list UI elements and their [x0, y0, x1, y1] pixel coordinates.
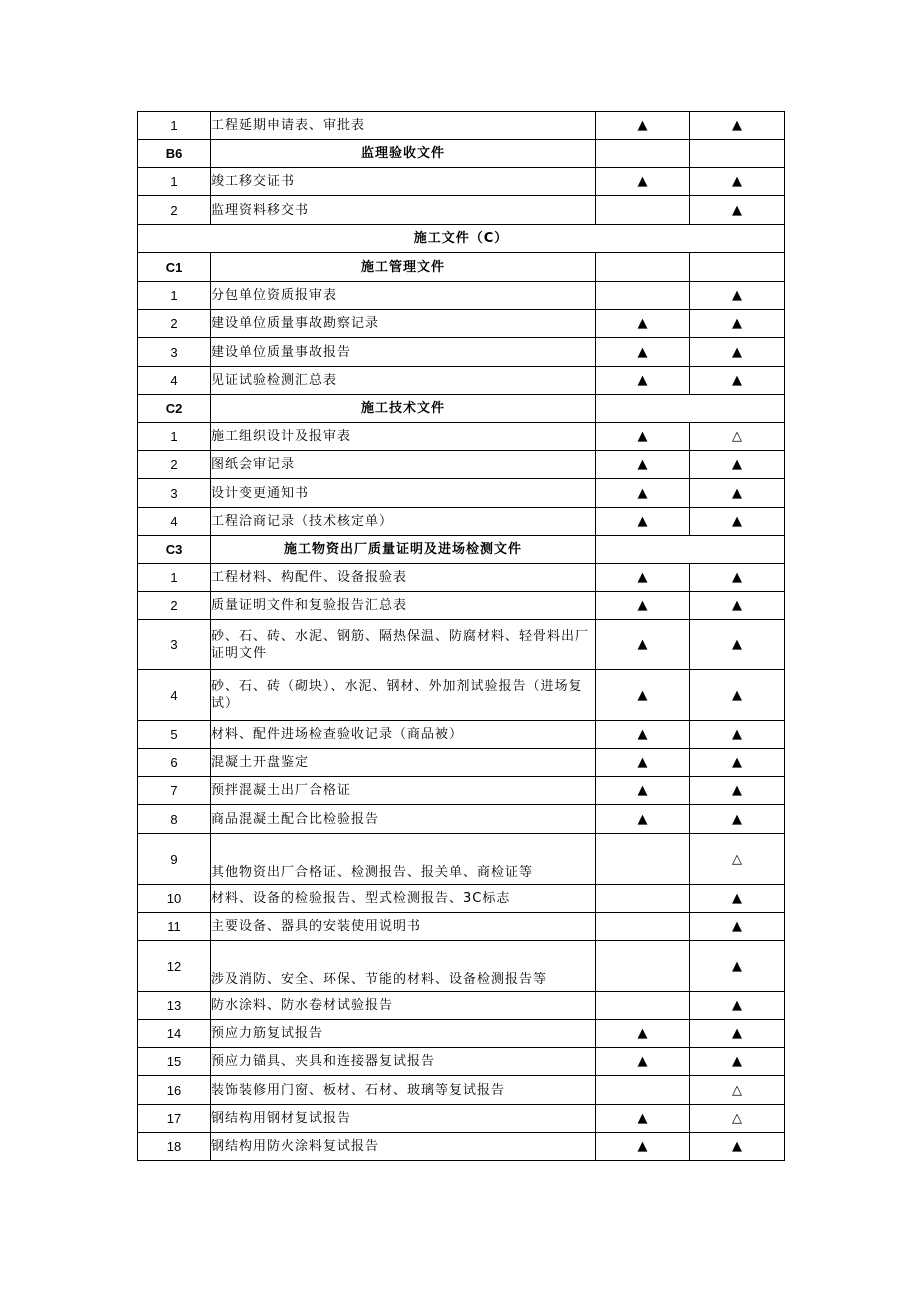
table-row [138, 592, 785, 620]
table-row [138, 941, 785, 992]
mark-col-2: ▲ [690, 168, 785, 196]
table-row [138, 338, 785, 367]
mark-col-1: ▲ [596, 508, 690, 536]
table-row [138, 805, 785, 834]
mark-col-1: ▲ [596, 670, 690, 721]
table-row [138, 721, 785, 749]
mark-col-2: ▲ [690, 777, 785, 805]
archive-table-body [138, 112, 785, 1161]
mark-col-1 [596, 834, 690, 885]
item-name: 工程材料、构配件、设备报验表 [211, 564, 596, 592]
item-name: 施工组织设计及报审表 [211, 423, 596, 451]
item-number: 3 [138, 479, 211, 508]
mark-col-1: ▲ [596, 749, 690, 777]
mark-col-1: ▲ [596, 620, 690, 670]
mark-col-1: ▲ [596, 338, 690, 367]
item-number: 2 [138, 451, 211, 479]
mark-col-1: ▲ [596, 423, 690, 451]
mark-col-2: ▲ [690, 310, 785, 338]
table-row [138, 992, 785, 1020]
section-code: C1 [138, 253, 211, 282]
item-name: 预应力筋复试报告 [211, 1020, 596, 1048]
mark-col-2: ▲ [690, 1048, 785, 1076]
section-code: C2 [138, 395, 211, 423]
item-number: 4 [138, 367, 211, 395]
mark-col-2: ▲ [690, 992, 785, 1020]
item-name: 工程延期申请表、审批表 [211, 112, 596, 140]
item-name: 设计变更通知书 [211, 479, 596, 508]
mark-col-2: △ [690, 1076, 785, 1105]
item-name: 防水涂料、防水卷材试验报告 [211, 992, 596, 1020]
item-name: 工程洽商记录（技术核定单） [211, 508, 596, 536]
mark-col-1 [596, 992, 690, 1020]
mark-col-1: ▲ [596, 451, 690, 479]
mark-col-2: ▲ [690, 805, 785, 834]
mark-col-2: ▲ [690, 338, 785, 367]
mark-col-2: ▲ [690, 670, 785, 721]
table-row [138, 479, 785, 508]
item-number: 9 [138, 834, 211, 885]
item-name: 砂、石、砖（砌块）、水泥、钢材、外加剂试验报告（进场复试） [211, 670, 596, 721]
item-number: 8 [138, 805, 211, 834]
item-name: 钢结构用钢材复试报告 [211, 1105, 596, 1133]
table-row [138, 367, 785, 395]
item-name: 建设单位质量事故勘察记录 [211, 310, 596, 338]
section-code: C3 [138, 536, 211, 564]
item-number: 4 [138, 508, 211, 536]
mark-col-2: ▲ [690, 620, 785, 670]
item-name: 预应力锚具、夹具和连接器复试报告 [211, 1048, 596, 1076]
item-name: 主要设备、器具的安装使用说明书 [211, 913, 596, 941]
mark-col-2: △ [690, 834, 785, 885]
item-name: 其他物资出厂合格证、检测报告、报关单、商检证等 [211, 834, 596, 885]
mark-col-1: ▲ [596, 1133, 690, 1161]
item-number: 2 [138, 310, 211, 338]
section-row [138, 536, 785, 564]
item-number: 1 [138, 282, 211, 310]
table-row [138, 423, 785, 451]
mark-col-2-empty [690, 395, 785, 423]
item-number: 3 [138, 338, 211, 367]
table-row [138, 1133, 785, 1161]
mark-col-1: ▲ [596, 564, 690, 592]
item-number: 5 [138, 721, 211, 749]
item-name: 预拌混凝土出厂合格证 [211, 777, 596, 805]
item-number: 13 [138, 992, 211, 1020]
mark-col-2: ▲ [690, 112, 785, 140]
item-name: 装饰装修用门窗、板材、石材、玻璃等复试报告 [211, 1076, 596, 1105]
mark-col-2: △ [690, 1105, 785, 1133]
mark-col-1 [596, 196, 690, 225]
item-number: 2 [138, 196, 211, 225]
mark-col-2: ▲ [690, 1020, 785, 1048]
mark-col-2: ▲ [690, 564, 785, 592]
item-name: 监理资料移交书 [211, 196, 596, 225]
mark-col-2: ▲ [690, 196, 785, 225]
mark-col-1: ▲ [596, 479, 690, 508]
item-number: 16 [138, 1076, 211, 1105]
item-number: 14 [138, 1020, 211, 1048]
category-row [138, 225, 785, 253]
item-number: 1 [138, 112, 211, 140]
table-row [138, 1020, 785, 1048]
item-name: 建设单位质量事故报告 [211, 338, 596, 367]
table-row [138, 777, 785, 805]
item-number: 12 [138, 941, 211, 992]
section-row [138, 395, 785, 423]
item-number: 4 [138, 670, 211, 721]
item-name: 混凝土开盘鉴定 [211, 749, 596, 777]
mark-col-2: ▲ [690, 508, 785, 536]
archive-table [137, 111, 785, 1161]
table-row [138, 834, 785, 885]
category-title: 施工文件（C） [138, 225, 785, 253]
mark-col-2: ▲ [690, 451, 785, 479]
section-title: 施工管理文件 [211, 253, 596, 282]
item-name: 图纸会审记录 [211, 451, 596, 479]
table-row [138, 168, 785, 196]
mark-col-2: ▲ [690, 1133, 785, 1161]
mark-col-1 [596, 941, 690, 992]
item-number: 2 [138, 592, 211, 620]
mark-col-2: ▲ [690, 885, 785, 913]
item-number: 15 [138, 1048, 211, 1076]
section-code: B6 [138, 140, 211, 168]
item-name: 材料、设备的检验报告、型式检测报告、3C标志 [211, 885, 596, 913]
table-row [138, 508, 785, 536]
mark-col-2: ▲ [690, 592, 785, 620]
item-name: 涉及消防、安全、环保、节能的材料、设备检测报告等 [211, 941, 596, 992]
mark-col-1: ▲ [596, 112, 690, 140]
table-row [138, 913, 785, 941]
mark-col-1-empty [596, 140, 690, 168]
table-row [138, 310, 785, 338]
table-row [138, 670, 785, 721]
item-number: 18 [138, 1133, 211, 1161]
mark-col-1: ▲ [596, 805, 690, 834]
section-title: 监理验收文件 [211, 140, 596, 168]
mark-col-2-empty [690, 253, 785, 282]
mark-col-1 [596, 282, 690, 310]
mark-col-1: ▲ [596, 310, 690, 338]
mark-col-1: ▲ [596, 1105, 690, 1133]
mark-col-2-empty [690, 536, 785, 564]
item-name: 质量证明文件和复验报告汇总表 [211, 592, 596, 620]
mark-col-1: ▲ [596, 592, 690, 620]
mark-col-2-empty [690, 140, 785, 168]
item-name: 见证试验检测汇总表 [211, 367, 596, 395]
item-number: 3 [138, 620, 211, 670]
item-number: 1 [138, 168, 211, 196]
mark-col-1-empty [596, 536, 690, 564]
item-name: 钢结构用防火涂料复试报告 [211, 1133, 596, 1161]
mark-col-2: ▲ [690, 749, 785, 777]
mark-col-1 [596, 913, 690, 941]
mark-col-1 [596, 885, 690, 913]
item-name: 砂、石、砖、水泥、钢筋、隔热保温、防腐材料、轻骨料出厂证明文件 [211, 620, 596, 670]
mark-col-2: ▲ [690, 282, 785, 310]
table-row [138, 1076, 785, 1105]
mark-col-1: ▲ [596, 168, 690, 196]
section-title: 施工技术文件 [211, 395, 596, 423]
mark-col-2: ▲ [690, 913, 785, 941]
table-row [138, 112, 785, 140]
table-row [138, 451, 785, 479]
item-number: 1 [138, 564, 211, 592]
item-number: 11 [138, 913, 211, 941]
item-name: 竣工移交证书 [211, 168, 596, 196]
mark-col-2: ▲ [690, 941, 785, 992]
table-row [138, 282, 785, 310]
mark-col-1-empty [596, 395, 690, 423]
mark-col-1: ▲ [596, 1020, 690, 1048]
table-row [138, 749, 785, 777]
section-row [138, 253, 785, 282]
item-number: 17 [138, 1105, 211, 1133]
item-number: 6 [138, 749, 211, 777]
item-name: 商品混凝土配合比检验报告 [211, 805, 596, 834]
mark-col-1: ▲ [596, 721, 690, 749]
table-row [138, 1105, 785, 1133]
section-row [138, 140, 785, 168]
item-name: 分包单位资质报审表 [211, 282, 596, 310]
mark-col-2: ▲ [690, 721, 785, 749]
table-row [138, 564, 785, 592]
mark-col-1: ▲ [596, 777, 690, 805]
mark-col-1 [596, 1076, 690, 1105]
item-number: 1 [138, 423, 211, 451]
table-row [138, 196, 785, 225]
section-title: 施工物资出厂质量证明及进场检测文件 [211, 536, 596, 564]
mark-col-1: ▲ [596, 367, 690, 395]
mark-col-2: ▲ [690, 479, 785, 508]
table-row [138, 620, 785, 670]
item-name: 材料、配件进场检查验收记录（商品被） [211, 721, 596, 749]
mark-col-2: △ [690, 423, 785, 451]
mark-col-1: ▲ [596, 1048, 690, 1076]
table-row [138, 1048, 785, 1076]
table-row [138, 885, 785, 913]
mark-col-2: ▲ [690, 367, 785, 395]
item-number: 10 [138, 885, 211, 913]
mark-col-1-empty [596, 253, 690, 282]
item-number: 7 [138, 777, 211, 805]
